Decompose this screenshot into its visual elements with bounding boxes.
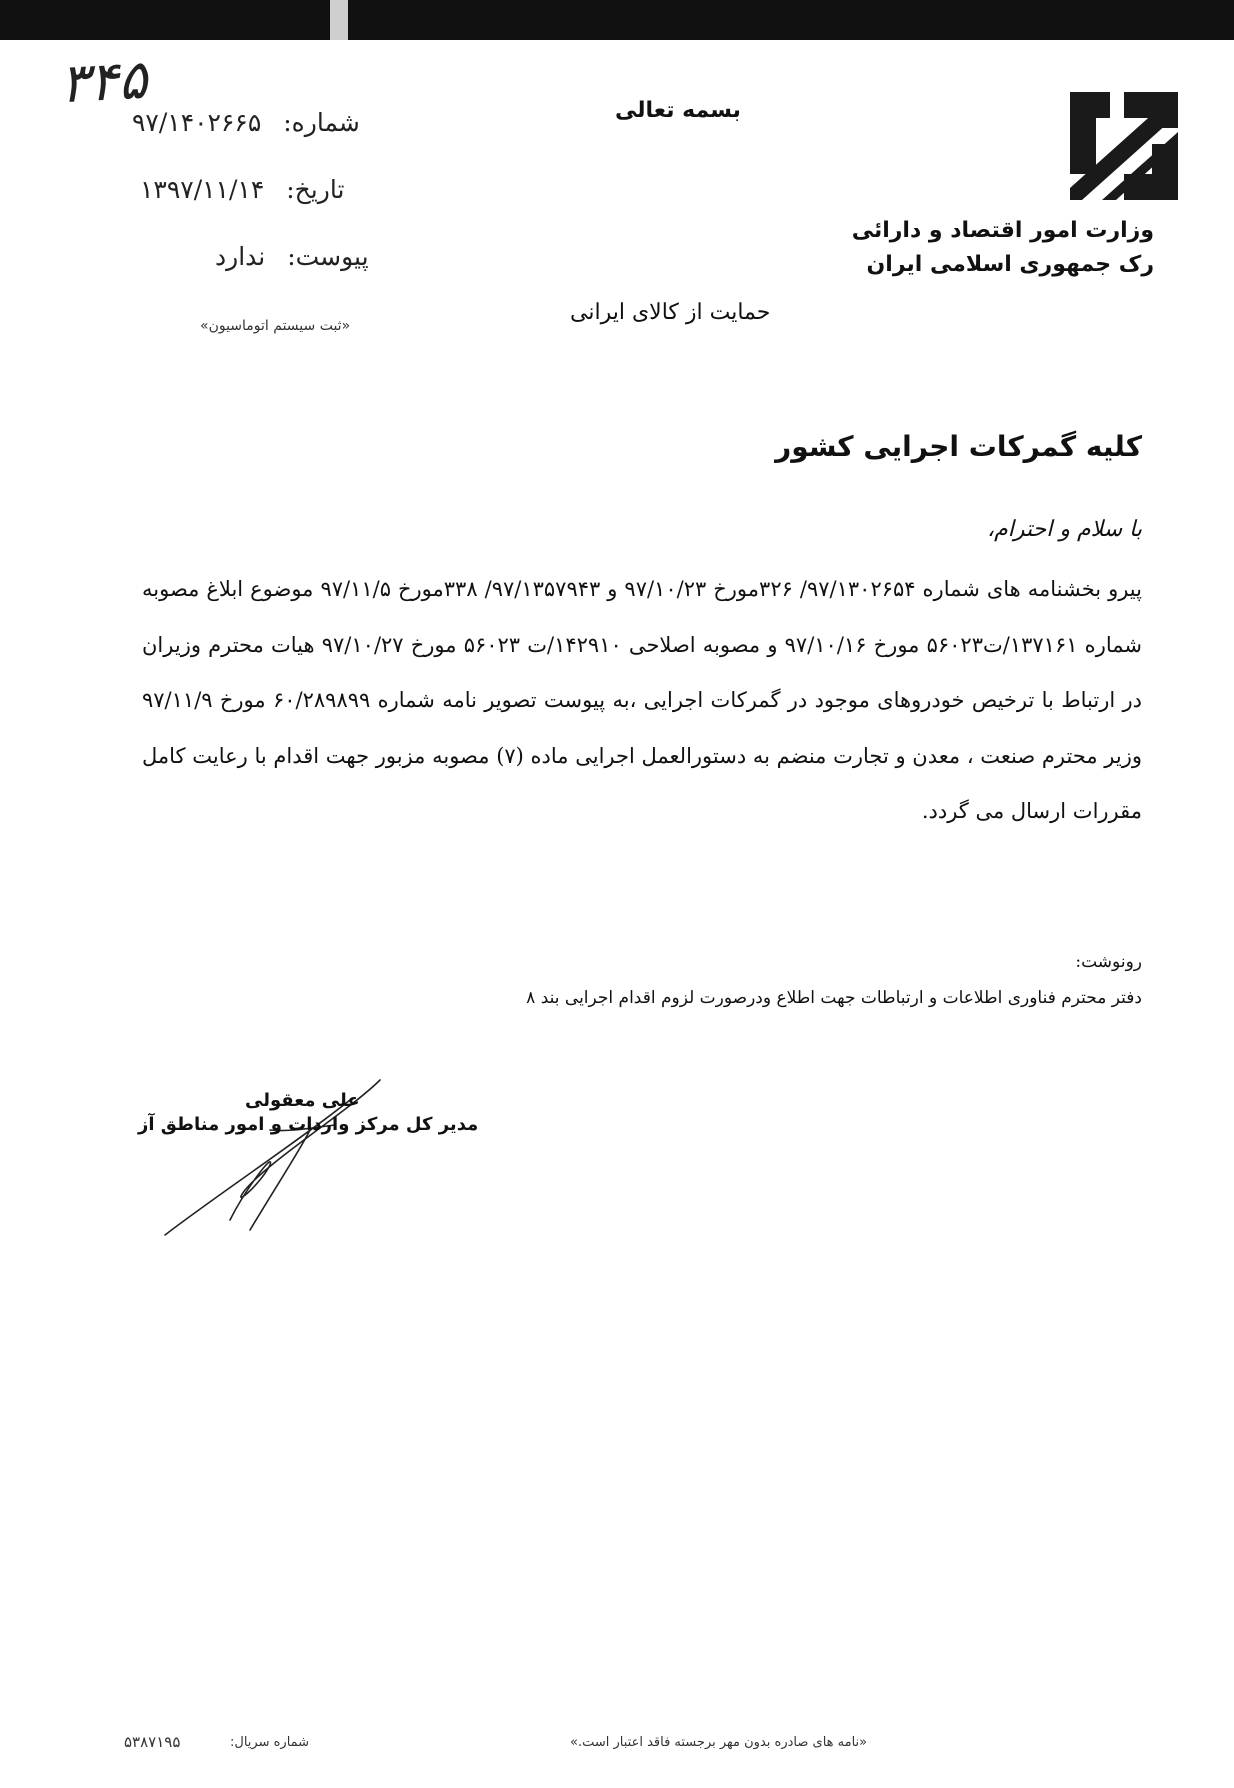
slogan: حمایت از کالای ایرانی [570,300,771,325]
cc-label: رونوشت: [1075,952,1142,972]
serial-number-label: شماره سریال: [230,1735,310,1750]
signer-name: علی معقولی [245,1090,360,1111]
letter-number [132,108,360,137]
ministry-line-1: وزارت امور اقتصاد و دارائی [851,218,1154,243]
ministry-line-2: رک جمهوری اسلامی ایران [866,252,1154,277]
letter-date-label: تاریخ: [286,175,345,204]
attachment-label: پیوست: [287,242,369,271]
scan-top-border [0,0,1234,40]
letter-number-value: ۹۷/۱۴۰۲۶۶۵ [132,108,262,137]
signer-title: مدیر کل مرکز واردات و امور مناطق آز [138,1114,479,1135]
letter-date-value: ۱۳۹۷/۱۱/۱۴ [140,175,265,204]
customs-logo-icon [1066,88,1182,204]
registration-note: «ثبت سیستم اتوماسیون» [200,318,351,334]
letter-attachment [215,242,369,271]
letter-number-label: شماره: [283,108,360,137]
letter-date [140,175,344,204]
handwritten-number: ۳۴۵ [58,47,149,116]
serial-number-value: ۵۳۸۷۱۹۵ [124,1733,181,1751]
greeting: با سلام و احترام، [987,517,1142,542]
letter-body: پیرو بخشنامه های شماره ۹۷/۱۳۰۲۶۵۴/ ۳۲۶مورخ ۹۷/۱۰/۲۳ و ۹۷/۱۳۵۷۹۴۳/ ۳۳۸مورخ ۹۷/۱۱/۵ موضوع ابلاغ مصوبه شماره ۱۳۷۱۶۱/ت۵۶۰۲۳ مورخ ۹۷/۱۰/۱۶ و مصوبه اصلاحی ۱۴۲۹۱۰/ت ۵۶۰۲۳ مورخ ۹۷/۱۰/۲۷ هیات محترم وزیران در ارتباط با ترخیص خودروهای موجود در گمرکات اجرایی ،به پیوست تصویر نامه شماره ۶۰/۲۸۹۸۹۹ مورخ ۹۷/۱۱/۹ وزیر محترم صنعت ، معدن و تجارت منضم به دستورالعمل اجرایی ماده (۷) مصوبه مزبور جهت اقدام با رعایت کامل مقررات ارسال می گردد. [142,577,1142,823]
scan-top-border-gap [330,0,348,40]
recipient-heading: کلیه گمرکات اجرایی کشور [775,430,1142,463]
footer-validity-note: «نامه های صادره بدون مهر برجسته فاقد اعتبار است.» [570,1735,868,1750]
cc-text: دفتر محترم فناوری اطلاعات و ارتباطات جهت اطلاع ودرصورت لزوم اقدام اجرایی بند ۸ [526,988,1142,1008]
attachment-value: ندارد [215,242,266,271]
bismillah-heading: بسمه تعالی [615,98,741,123]
